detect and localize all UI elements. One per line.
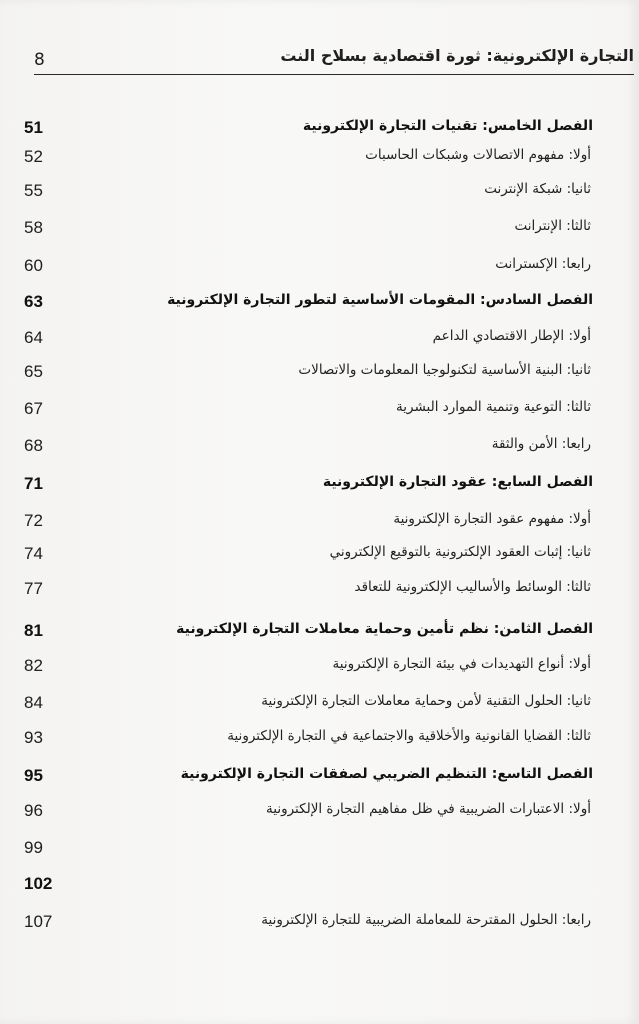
toc-page-number: 67 [24, 399, 43, 418]
toc-item-row [0, 399, 639, 425]
toc-page-number: 71 [24, 474, 43, 493]
toc-chapter-row [0, 118, 639, 144]
running-title: التجارة الإلكترونية: ثورة اقتصادية بسلاح النت [280, 46, 634, 65]
toc-item-row [0, 218, 639, 244]
toc-page-number: 93 [24, 728, 43, 747]
toc-item-row [0, 328, 639, 354]
toc-chapter-title: الفصل الخامس: تقنيات التجارة الإلكترونية [302, 118, 593, 134]
toc-item-title: ثالثا: الوسائط والأساليب الإلكترونية للتعاقد [354, 579, 591, 595]
toc-item-row [0, 579, 639, 605]
toc-page-number: 55 [24, 181, 43, 200]
toc-item-title: أولا: الاعتبارات الضريبية في ظل مفاهيم التجارة الإلكترونية [266, 801, 591, 817]
toc-page-number: 96 [24, 801, 43, 820]
toc-page-number: 68 [24, 436, 43, 455]
toc-page-number: 74 [24, 544, 43, 563]
toc-page-number: 63 [24, 292, 43, 311]
toc-item-row [0, 511, 639, 537]
toc-item-row [0, 728, 639, 754]
toc-chapter-title: الفصل التاسع: التنظيم الضريبي لصفقات التجارة الإلكترونية [180, 766, 593, 782]
toc-chapter-row [0, 292, 639, 318]
toc-item-title: أولا: مفهوم الاتصالات وشبكات الحاسبات [365, 147, 591, 163]
toc-item-title: رابعا: الأمن والثقة [491, 436, 591, 452]
toc-item-row [0, 362, 639, 388]
toc-chapter-title: الفصل السادس: المقومات الأساسية لتطور التجارة الإلكترونية [167, 292, 593, 308]
toc-item-row [0, 912, 639, 938]
toc-page-number: 102 [24, 874, 53, 893]
toc-item-row [0, 801, 639, 827]
toc-item-title: ثالثا: التوعية وتنمية الموارد البشرية [396, 399, 591, 415]
toc-page-number: 82 [24, 656, 43, 675]
toc-page-number: 99 [24, 838, 43, 857]
toc-page-number: 52 [24, 147, 43, 166]
toc-item-title: ثانيا: إثبات العقود الإلكترونية بالتوقيع الإلكتروني [329, 544, 591, 560]
toc-page-number: 51 [24, 118, 43, 137]
toc-item-title: ثالثا: الإنترانت [514, 218, 591, 234]
toc-item-row [0, 656, 639, 682]
toc-page-number: 64 [24, 328, 43, 347]
toc-item-title: أولا: مفهوم عقود التجارة الإلكترونية [393, 511, 591, 527]
toc-chapter-row [0, 474, 639, 500]
toc-item-row [0, 436, 639, 462]
toc-chapter-title: الفصل السابع: عقود التجارة الإلكترونية [322, 474, 593, 490]
toc-chapter-title: الفصل الثامن: نظم تأمين وحماية معاملات التجارة الإلكترونية [176, 621, 593, 637]
toc-page-number: 95 [24, 766, 43, 785]
toc-item-row [0, 693, 639, 719]
toc-item-title: رابعا: الحلول المقترحة للمعاملة الضريبية للتجارة الإلكترونية [261, 912, 591, 928]
toc-item-title: ثانيا: البنية الأساسية لتكنولوجيا المعلومات والاتصالات [298, 362, 591, 378]
toc-item-row [0, 147, 639, 173]
toc-chapter-row [0, 874, 639, 900]
page-number: 8 [34, 50, 45, 70]
toc-page-number: 77 [24, 579, 43, 598]
toc-chapter-row [0, 766, 639, 792]
toc-page-number: 81 [24, 621, 43, 640]
toc-chapter-row [0, 621, 639, 647]
toc-item-row [0, 838, 639, 864]
toc-page-number: 72 [24, 511, 43, 530]
toc-item-title: أولا: أنواع التهديدات في بيئة التجارة الإلكترونية [332, 656, 591, 672]
toc-page-number: 60 [24, 256, 43, 275]
toc-item-row [0, 544, 639, 570]
toc-page-number: 58 [24, 218, 43, 237]
toc-page-number: 65 [24, 362, 43, 381]
toc-item-title: رابعا: الإكسترانت [495, 256, 591, 272]
toc-item-row [0, 256, 639, 282]
toc-item-title: أولا: الإطار الاقتصادي الداعم [432, 328, 591, 344]
toc-page-number: 107 [24, 912, 53, 931]
toc-item-row [0, 181, 639, 207]
toc-item-title: ثانيا: الحلول التقنية لأمن وحماية معاملات التجارة الإلكترونية [261, 693, 591, 709]
toc-page-number: 84 [24, 693, 43, 712]
toc-item-title: ثالثا: القضايا القانونية والأخلاقية والاجتماعية في التجارة الإلكترونية [227, 728, 591, 744]
toc-item-title: ثانيا: شبكة الإنترنت [484, 181, 591, 197]
